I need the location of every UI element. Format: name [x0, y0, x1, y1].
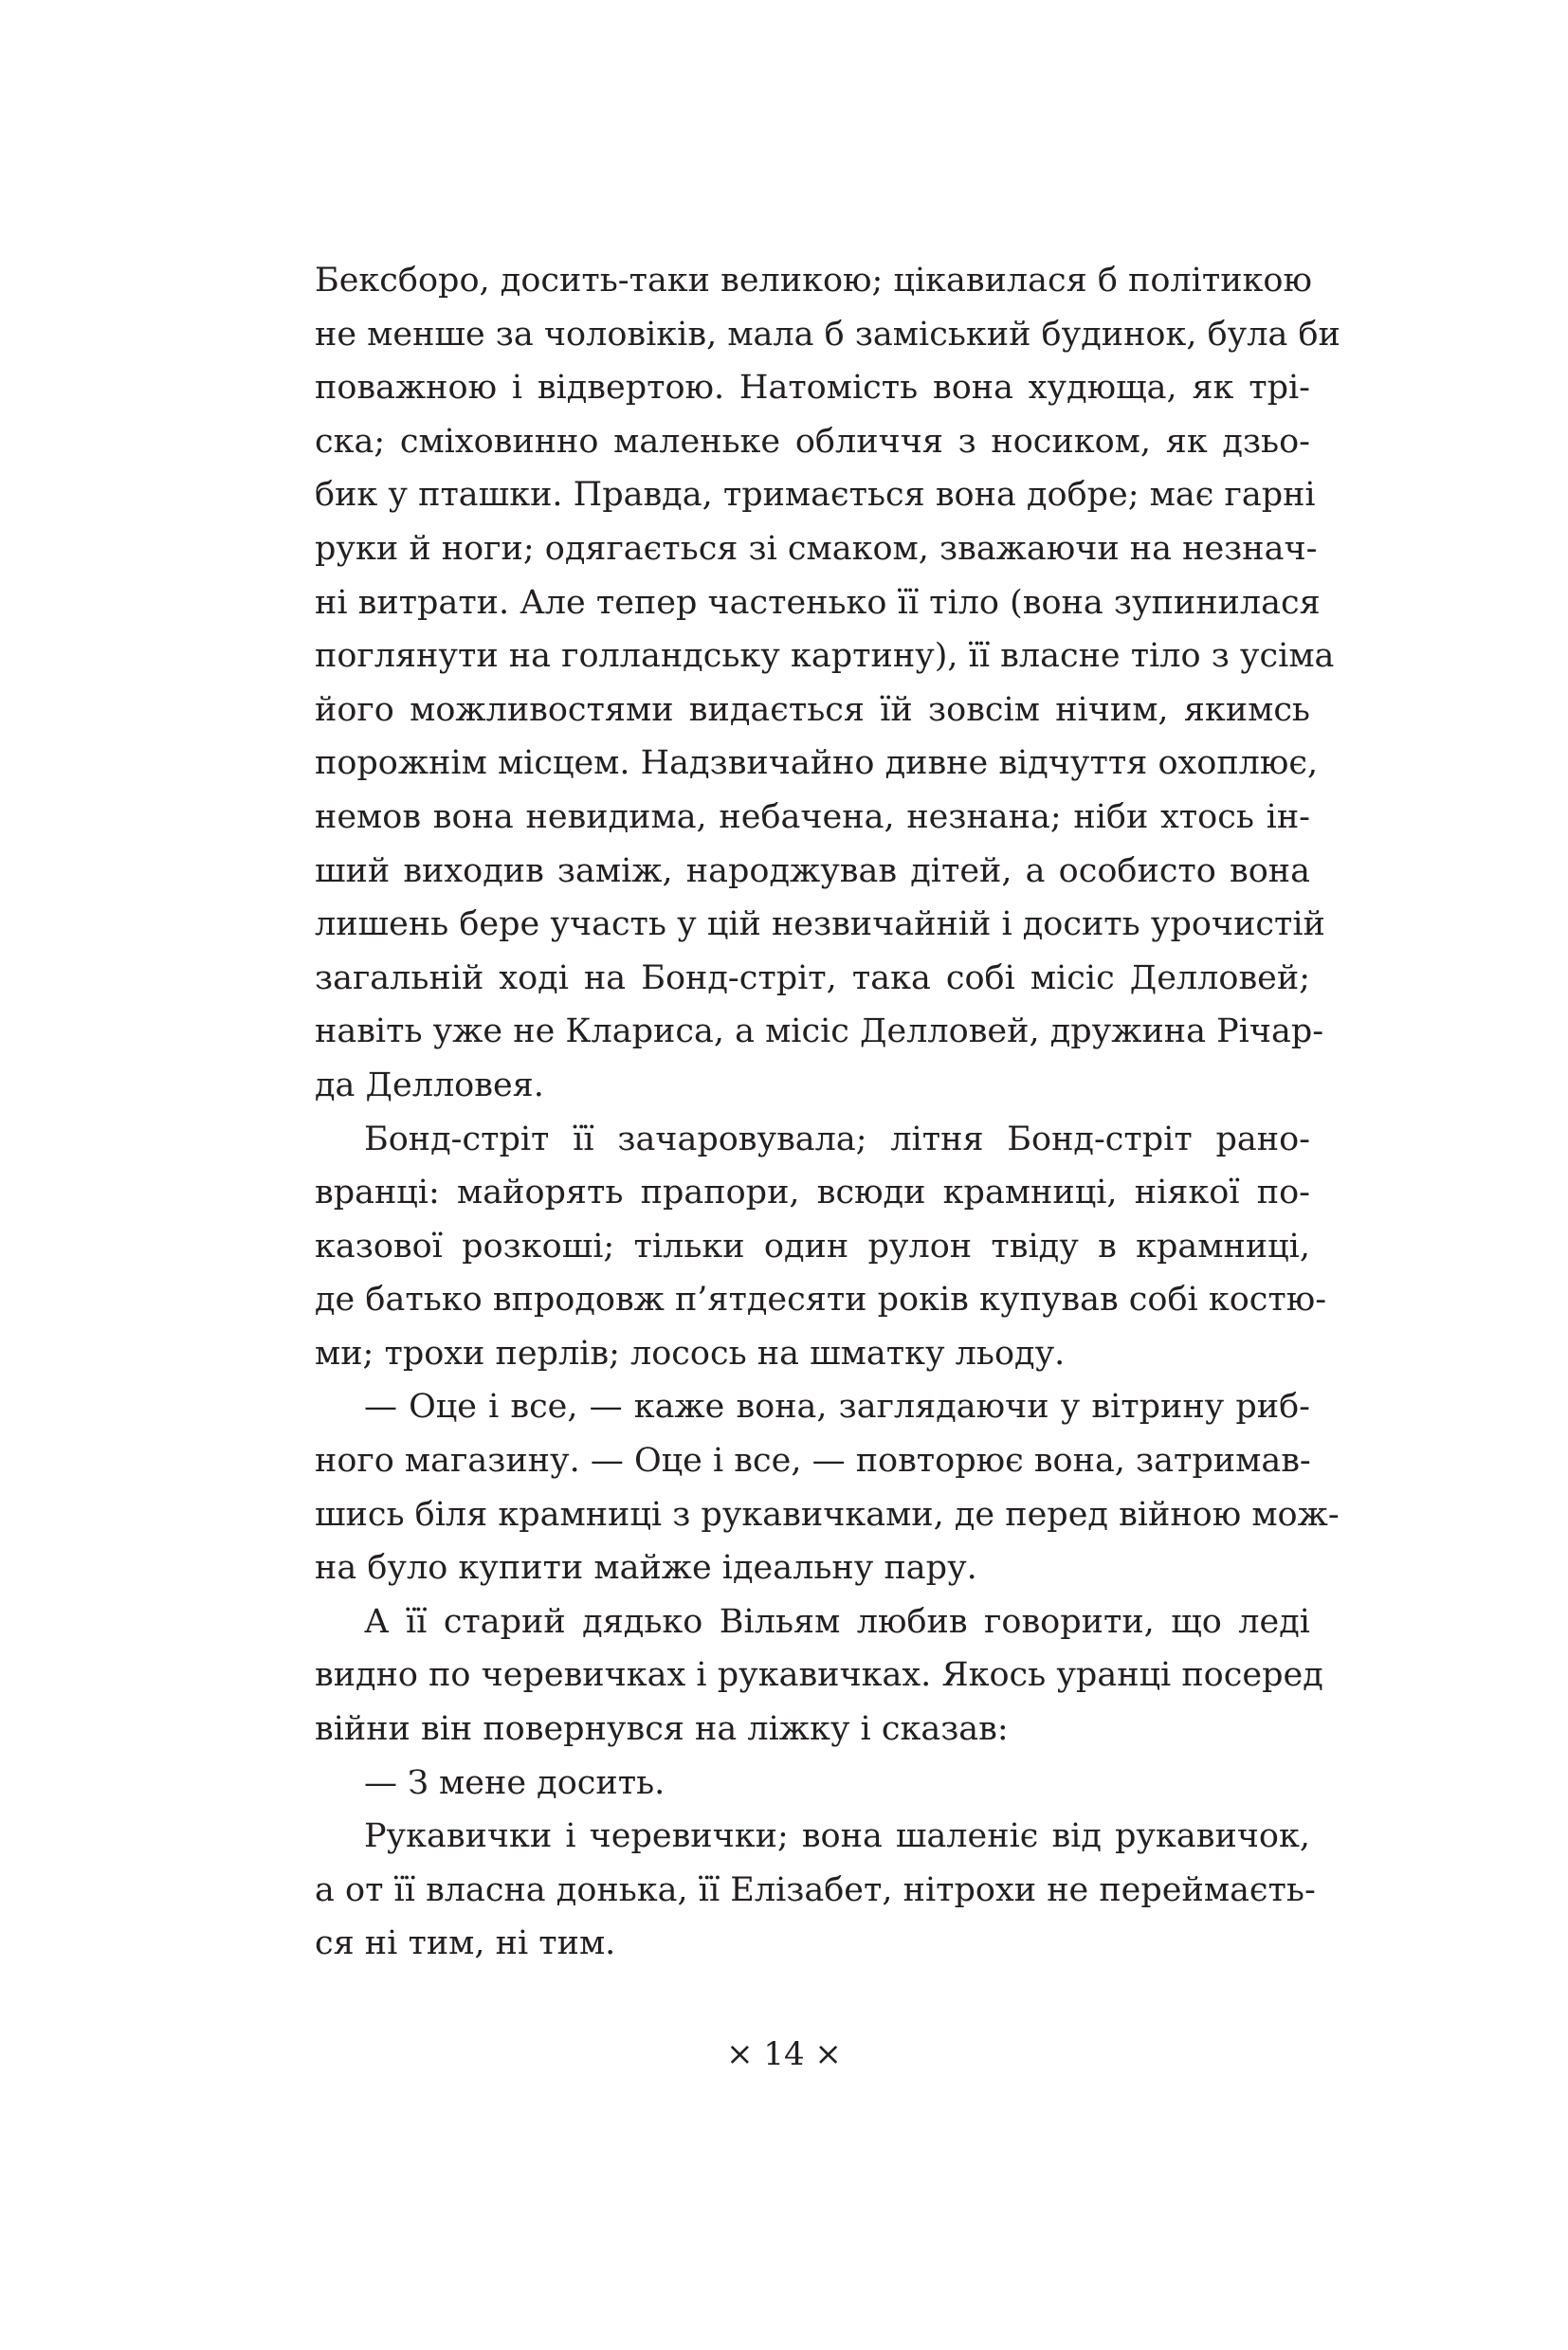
text-line: загальній ході на Бонд-стріт, така собі місіс Делловей; — [315, 958, 1310, 997]
text-line: казової розкоші; тільки один рулон твіду в крамниці, — [315, 1227, 1310, 1266]
text-line: немов вона невидима, небачена, незнана; ніби хтось ін- — [315, 797, 1310, 836]
text-line: ні витрати. Але тепер частенько її тіло (вона зупинилася — [315, 583, 1321, 622]
text-line: не менше за чоловіків, мала б заміський будинок, була би — [315, 315, 1340, 354]
text-line: на було купити майже ідеальну пару. — [315, 1549, 977, 1588]
text-line: Рукавички і черевички; вона шаленіє від рукавичок, — [364, 1817, 1310, 1856]
text-line: де батько впродовж п’ятдесяти років купував собі костю- — [315, 1281, 1327, 1320]
text-line: бик у пташки. Правда, тримається вона добре; має гарні — [315, 476, 1316, 515]
text-line: шись біля крамниці з рукавичками, де перед війною мож- — [315, 1495, 1340, 1534]
text-line: Бонд-стріт її зачаровувала; літня Бонд-стріт рано- — [364, 1120, 1310, 1158]
text-line: його можливостями видається їй зовсім нічим, якимсь — [315, 690, 1310, 729]
text-line: — З мене досить. — [364, 1763, 665, 1802]
text-line: вранці: майорять прапори, всюди крамниці, ніякої по- — [315, 1174, 1310, 1212]
text-line: Бексборо, досить-таки великою; цікавилася б політикою — [315, 262, 1312, 300]
text-line: ного магазину. — Оце і все, — повторює вона, затримав- — [315, 1442, 1311, 1481]
text-line: навіть уже не Клариса, а місіс Делловей, дружина Річар- — [315, 1012, 1324, 1051]
page-number: × 14 × — [726, 2035, 842, 2073]
text-line: руки й ноги; одягається зі смаком, зважаючи на незнач- — [315, 529, 1318, 568]
text-line: поважною і відвертою. Натомість вона худюща, як трі- — [315, 369, 1310, 408]
text-line: ска; сміховинно маленьке обличчя з носиком, як дзьо- — [315, 422, 1310, 461]
text-line: видно по черевичках і рукавичках. Якось уранці посеред — [315, 1656, 1323, 1695]
text-line: поглянути на голландську картину), її власне тіло з усіма — [315, 637, 1335, 676]
text-line: А її старий дядько Вільям любив говорити, що леді — [364, 1602, 1310, 1641]
text-line: порожнім місцем. Надзвичайно дивне відчуття охоплює, — [315, 744, 1319, 783]
text-line: ми; трохи перлів; лосось на шматку льоду. — [315, 1334, 1066, 1373]
text-line: ся ні тим, ні тим. — [315, 1924, 616, 1963]
text-line: — Оце і все, — каже вона, заглядаючи у вітрину риб- — [364, 1388, 1310, 1427]
text-line: а от її власна донька, її Елізабет, нітрохи не переймаєть- — [315, 1870, 1316, 1909]
text-line: війни він повернувся на ліжку і сказав: — [315, 1710, 1009, 1749]
text-line: да Делловея. — [315, 1066, 544, 1104]
body-text — [315, 254, 1340, 1971]
text-line: ший виходив заміж, народжував дітей, а особисто вона — [315, 851, 1310, 890]
text-line: лишень бере участь у цій незвичайній і досить урочистій — [315, 905, 1325, 944]
